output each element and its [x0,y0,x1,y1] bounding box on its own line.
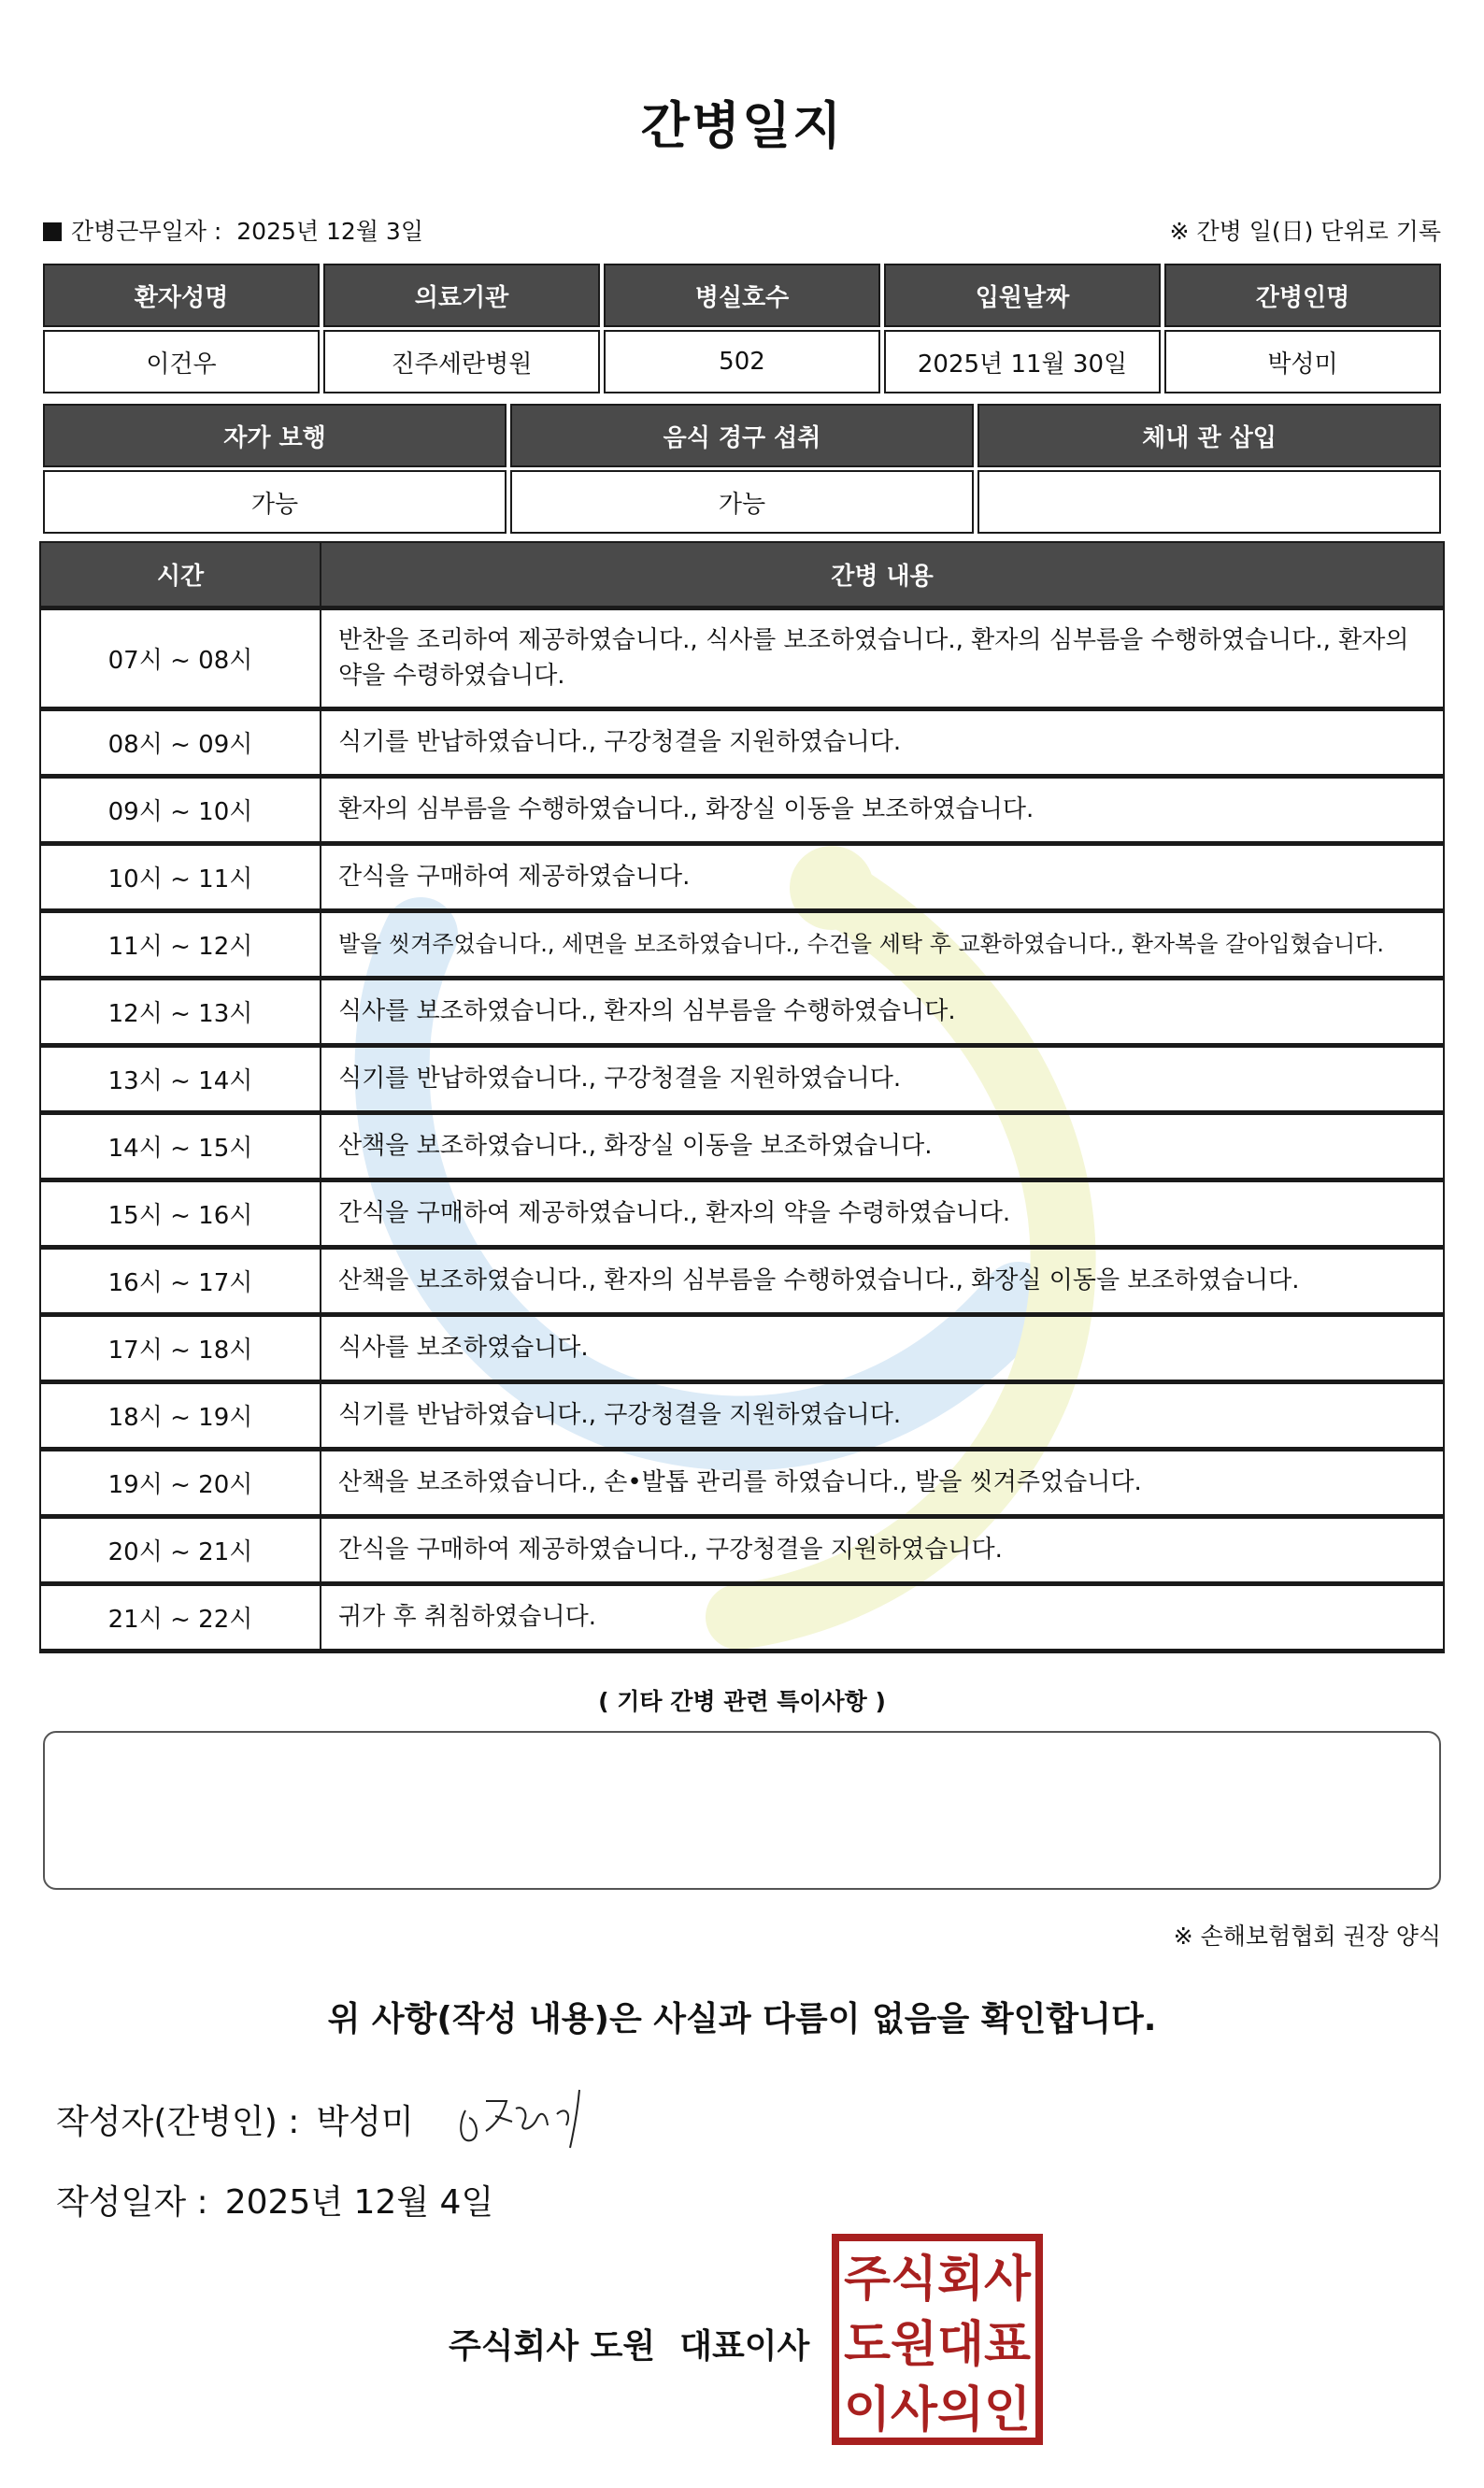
self-walking-value: 가능 [43,470,507,534]
seal-line-2: 도원대표 [844,2317,1031,2373]
header-time: 시간 [40,542,321,608]
seal-line-1: 주식회사 [844,2252,1032,2308]
table-row [40,1045,1444,1112]
header-oral-intake: 음식 경구 섭취 [510,404,974,467]
row-content: 간식을 구매하여 제공하였습니다., 구강청결을 지원하였습니다. [321,1516,1444,1583]
written-date-label: 작성일자 : [56,2183,208,2222]
row-content: 식기를 반납하였습니다., 구강청결을 지원하였습니다. [321,1381,1444,1449]
care-log-table [39,541,1445,1653]
row-content: 반찬을 조리하여 제공하였습니다., 식사를 보조하였습니다., 환자의 심부름을 수행하였습니다., 환자의 약을 수령하였습니다. [321,608,1444,708]
table-row [40,1180,1444,1247]
row-time: 18시 ~ 19시 [40,1381,321,1449]
row-time: 16시 ~ 17시 [40,1247,321,1314]
company-name: 주식회사 도원 [449,2327,656,2366]
written-date-value: 2025년 12월 4일 [224,2183,494,2222]
row-content: 산책을 보조하였습니다., 화장실 이동을 보조하였습니다. [321,1112,1444,1180]
admission-date: 2025년 11월 30일 [884,330,1161,393]
seal-line-3: 이사의인 [844,2382,1031,2438]
row-time: 21시 ~ 22시 [40,1583,321,1651]
row-content: 귀가 후 취침하였습니다. [321,1583,1444,1651]
row-content: 산책을 보조하였습니다., 손•발톱 관리를 하였습니다., 발을 씻겨주었습니다. [321,1449,1444,1516]
work-date-value: 2025년 12월 3일 [236,218,423,245]
table-row [40,910,1444,978]
table-row [40,1314,1444,1381]
handwritten-signature [449,2073,607,2157]
row-time: 10시 ~ 11시 [40,843,321,910]
header-caregiver: 간병인명 [1164,264,1441,327]
table-row [40,1583,1444,1651]
oral-intake-value: 가능 [510,470,974,534]
work-date-label: 간병근무일자 : [71,218,222,245]
document-title: 간병일지 [640,96,844,155]
table-row [40,1112,1444,1180]
form-note: ※ 손해보험협회 권장 양식 [1173,1923,1441,1950]
room-number: 502 [604,330,880,393]
table-row [40,978,1444,1045]
row-time: 20시 ~ 21시 [40,1516,321,1583]
row-time: 15시 ~ 16시 [40,1180,321,1247]
row-content: 발을 씻겨주었습니다., 세면을 보조하였습니다., 수건을 세탁 후 교환하였습니다., 환자복을 갈아입혔습니다. [321,910,1444,978]
row-content: 산책을 보조하였습니다., 환자의 심부름을 수행하였습니다., 화장실 이동을 보조하였습니다. [321,1247,1444,1314]
row-content: 간식을 구매하여 제공하였습니다. [321,843,1444,910]
header-self-walking: 자가 보행 [43,404,507,467]
caregiver-name: 박성미 [1164,330,1441,393]
table-row [40,708,1444,776]
row-content: 환자의 심부름을 수행하였습니다., 화장실 이동을 보조하였습니다. [321,776,1444,843]
table-row [40,776,1444,843]
row-content: 식기를 반납하였습니다., 구강청결을 지원하였습니다. [321,1045,1444,1112]
row-time: 17시 ~ 18시 [40,1314,321,1381]
table-row [40,1449,1444,1516]
company-seal-stamp [832,2234,1043,2445]
tube-insertion-value [977,470,1441,534]
header-hospital: 의료기관 [323,264,600,327]
notes-box [43,1731,1441,1890]
header-tube-insertion: 체내 관 삽입 [977,404,1441,467]
table-row [40,1381,1444,1449]
table-row [40,1247,1444,1314]
row-time: 13시 ~ 14시 [40,1045,321,1112]
row-time: 19시 ~ 20시 [40,1449,321,1516]
row-time: 11시 ~ 12시 [40,910,321,978]
patient-status-table [39,401,1445,536]
row-time: 09시 ~ 10시 [40,776,321,843]
hospital-name: 진주세란병원 [323,330,600,393]
row-content: 식사를 보조하였습니다. [321,1314,1444,1381]
row-content: 간식을 구매하여 제공하였습니다., 환자의 약을 수령하였습니다. [321,1180,1444,1247]
table-row [40,608,1444,708]
patient-info-table [39,261,1445,396]
patient-name: 이건우 [43,330,320,393]
row-time: 12시 ~ 13시 [40,978,321,1045]
header-room: 병실호수 [604,264,880,327]
writer-label: 작성자(간병인) : [56,2103,300,2141]
table-row [40,843,1444,910]
company-line [449,2320,809,2367]
square-bullet-icon [43,222,62,241]
confirmation-statement: 위 사항(작성 내용)은 사실과 다름이 없음을 확인합니다. [327,2000,1157,2038]
work-date-line [43,213,423,247]
notes-label: ( 기타 간병 관련 특이사항 ) [598,1688,886,1715]
header-patient-name: 환자성명 [43,264,320,327]
writer-line [56,2095,414,2143]
writer-name: 박성미 [316,2103,414,2141]
row-content: 식기를 반납하였습니다., 구강청결을 지원하였습니다. [321,708,1444,776]
row-time: 07시 ~ 08시 [40,608,321,708]
header-admission-date: 입원날짜 [884,264,1161,327]
table-row [40,1516,1444,1583]
row-time: 08시 ~ 09시 [40,708,321,776]
row-content: 식사를 보조하였습니다., 환자의 심부름을 수행하였습니다. [321,978,1444,1045]
written-date-line [56,2176,493,2223]
row-time: 14시 ~ 15시 [40,1112,321,1180]
unit-note: ※ 간병 일(日) 단위로 기록 [1169,218,1441,245]
company-title: 대표이사 [679,2327,810,2366]
header-care-content: 간병 내용 [321,542,1444,608]
